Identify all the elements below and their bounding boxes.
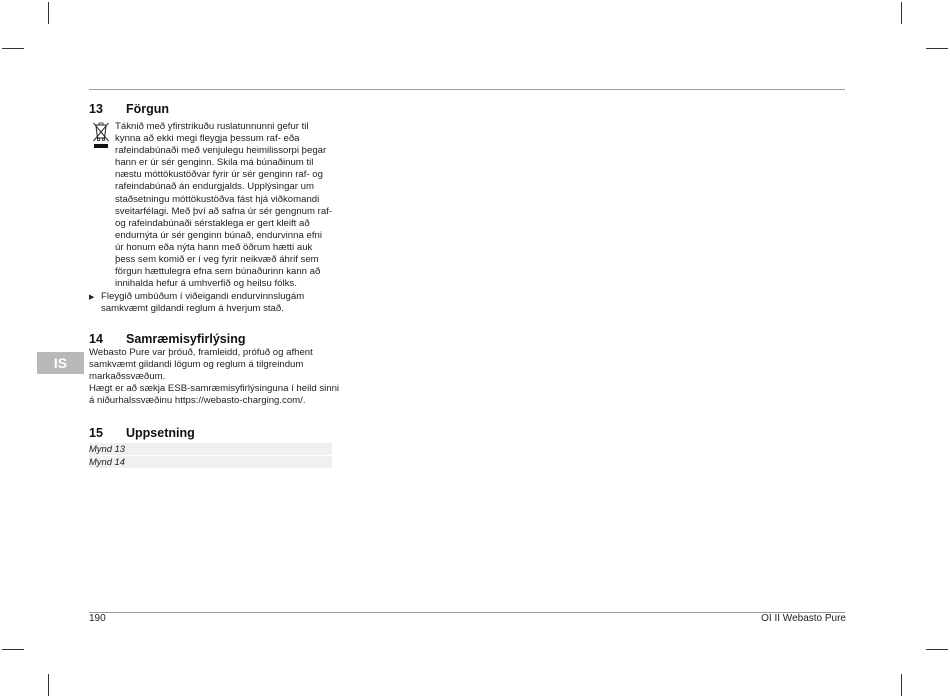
crop-mark — [2, 649, 24, 650]
packaging-bullet — [101, 291, 304, 315]
text-line: Táknið með yfirstrikuðu ruslatunnunni gefur til — [115, 121, 309, 132]
disposal-paragraph — [115, 121, 332, 290]
text-line: Webasto Pure var þróuð, framleidd, prófuð og afhent — [89, 347, 313, 358]
crop-mark — [901, 674, 902, 696]
text-line: kynna að ekki megi fleygja þessum raf- eða — [115, 133, 300, 145]
text-line: næstu móttökustöðvar fyrir úr sér genginn raf- og — [115, 169, 323, 181]
document-title: OI II Webasto Pure — [761, 613, 846, 624]
section-number: 14 — [89, 332, 103, 346]
figure-reference: Mynd 14 — [89, 456, 332, 468]
triangle-bullet-icon: ▶ — [89, 294, 95, 301]
crop-mark — [2, 48, 24, 49]
text-line: rafeindabúnað án endurgjalds. Upplýsingar um — [115, 181, 314, 193]
text-line: úr honum eða nýta hann með öðrum hætti auk — [115, 241, 313, 253]
text-line: sveitarfélagi. Með því að safna úr sér gengnum raf- — [115, 205, 333, 217]
section-title: Förgun — [126, 102, 170, 116]
header-rule — [89, 89, 845, 90]
crop-mark — [48, 674, 49, 696]
text-line: endurnýta úr sér genginn búnað, endurvinna efni — [115, 229, 322, 241]
text-line: staðsetningu móttökustöðva fást hjá viðkomandi — [115, 193, 320, 205]
figure-reference: Mynd 13 — [89, 443, 332, 455]
text-line: markaðssvæðum. — [89, 371, 166, 383]
text-line: samkvæmt gildandi reglum á hverjum stað. — [101, 303, 284, 315]
section-number: 15 — [89, 426, 103, 440]
text-line: og rafeindabúnaði sérstaklega er gert kleift að — [115, 217, 310, 229]
text-line: rafeindabúnaði með venjulegu heimilissorpi þegar — [115, 145, 327, 157]
text-line: innihalda hefur á umhverfið og heilsu fólks. — [115, 278, 297, 290]
text-line: förgun hættulegra efna sem búnaðurinn kann að — [115, 266, 321, 278]
language-tab: IS — [37, 352, 84, 374]
footer-rule — [89, 612, 845, 613]
text-line: Hægt er að sækja ESB-samræmisyfirlýsinguna í heild sinni — [89, 383, 340, 395]
download-link-line[interactable]: á niðurhalssvæðinu https://webasto-charging.com/. — [89, 395, 306, 407]
crop-mark — [926, 48, 948, 49]
section-title: Samræmisyfirlýsing — [126, 332, 246, 346]
crop-mark — [901, 2, 902, 24]
text-line: Fleygið umbúðum í viðeigandi endurvinnslugám — [101, 291, 305, 302]
crop-mark — [48, 2, 49, 24]
text-line: samkvæmt gildandi lögum og reglum á tilgreindum — [89, 359, 304, 371]
section-number: 13 — [89, 102, 103, 116]
weee-bin-icon — [91, 120, 111, 150]
text-line: hann er úr sér genginn. Skila má búnaðinum til — [115, 157, 314, 169]
text-line: þess sem komið er í veg fyrir neikvæð áhrif sem — [115, 254, 319, 266]
section-title: Uppsetning — [126, 426, 195, 440]
page-number: 190 — [89, 613, 106, 624]
conformity-paragraph — [89, 347, 339, 407]
crop-mark — [926, 649, 948, 650]
